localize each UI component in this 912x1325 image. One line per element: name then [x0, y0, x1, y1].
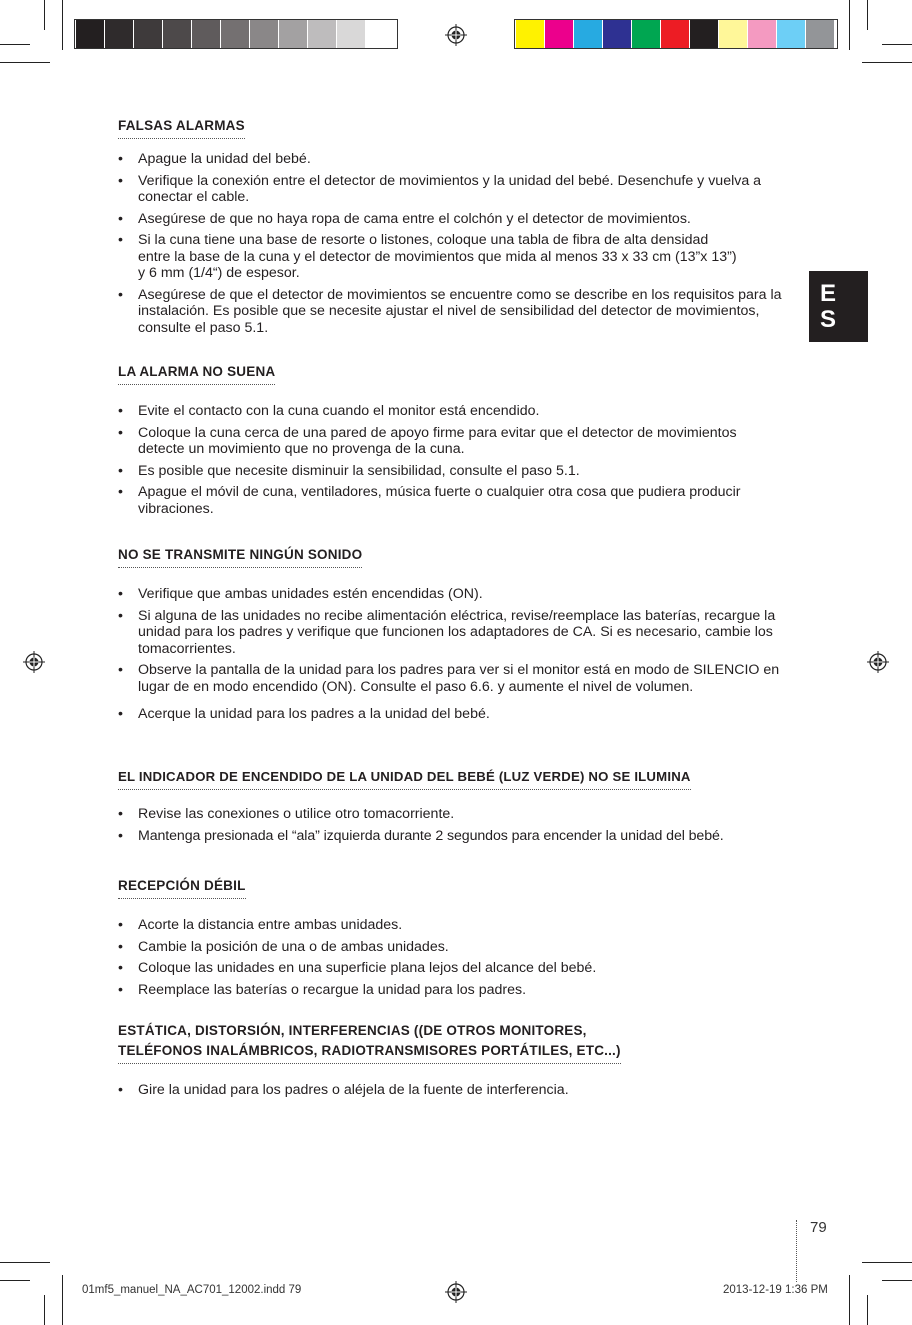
section-heading: LA ALARMA NO SUENA — [118, 364, 276, 379]
crop-mark — [62, 1275, 63, 1325]
gray-swatch — [192, 20, 220, 48]
list-item: • Acorte la distancia entre ambas unidades. — [118, 917, 798, 934]
bullet-list — [118, 586, 798, 723]
list-item: • Evite el contacto con la cuna cuando el monitor está encendido. — [118, 403, 798, 420]
color-swatch — [545, 20, 573, 48]
list-item: • Revise las conexiones o utilice otro tomacorriente. — [118, 806, 798, 823]
gray-swatch — [250, 20, 278, 48]
section-heading-continued: TELÉFONOS INALÁMBRICOS, RADIOTRANSMISORES PORTÁTILES, ETC...) — [118, 1043, 621, 1058]
list-item: • Si la cuna tiene una base de resorte o listones, coloque una tabla de fibra de alta densidad entre la base de la cuna y el detector de movimientos que mida al menos 33 x 33 cm (13”x 13”) y 6 mm (1/4“) de espesor. — [118, 232, 798, 282]
crop-mark — [867, 0, 868, 30]
crop-mark — [849, 0, 850, 50]
gray-swatch — [279, 20, 307, 48]
registration-mark-icon — [445, 1281, 467, 1303]
list-item: • Es posible que necesite disminuir la sensibilidad, consulte el paso 5.1. — [118, 463, 798, 480]
gray-swatch — [221, 20, 249, 48]
color-swatch — [690, 20, 718, 48]
crop-mark — [862, 1262, 912, 1263]
bullet-list — [118, 917, 798, 998]
list-item: • Verifique que ambas unidades estén encendidas (ON). — [118, 586, 798, 603]
list-item: • Mantenga presionada el “ala” izquierda durante 2 segundos para encender la unidad del bebé. — [118, 828, 798, 845]
list-item: • Acerque la unidad para los padres a la unidad del bebé. — [118, 706, 798, 723]
language-tab-letter: E — [820, 280, 838, 307]
gray-swatch — [337, 20, 365, 48]
registration-mark-icon — [867, 651, 889, 673]
heading-underline — [118, 789, 691, 790]
color-swatch — [748, 20, 776, 48]
list-item: • Coloque las unidades en una superficie plana lejos del alcance del bebé. — [118, 960, 798, 977]
list-item: • Asegúrese de que no haya ropa de cama entre el colchón y el detector de movimientos. — [118, 211, 798, 228]
crop-mark — [0, 1280, 30, 1281]
color-swatch — [661, 20, 689, 48]
bullet-list — [118, 1082, 798, 1099]
list-item: • Asegúrese de que el detector de movimientos se encuentre como se describe en los requisitos para la instalación. Es posible que se necesite ajustar el nivel de sensibilidad del detector de movimientos, consulte el paso 5.1. — [118, 287, 798, 337]
heading-underline — [118, 1063, 621, 1064]
crop-mark — [867, 1295, 868, 1325]
color-swatch — [777, 20, 805, 48]
language-tab-letter: S — [820, 306, 838, 333]
list-item: • Verifique la conexión entre el detector de movimientos y la unidad del bebé. Desenchufe y vuelva a conectar el cable. — [118, 173, 798, 206]
color-swatch — [574, 20, 602, 48]
heading-underline — [118, 898, 246, 899]
color-swatch — [632, 20, 660, 48]
crop-mark — [0, 44, 30, 45]
list-item: • Apague el móvil de cuna, ventiladores, música fuerte o cualquier otra cosa que pudiera producir vibraciones. — [118, 484, 798, 517]
heading-underline — [118, 567, 362, 568]
footer-file-name: 01mf5_manuel_NA_AC701_12002.indd 79 — [82, 1284, 302, 1296]
process-color-bar — [514, 19, 838, 49]
crop-mark — [882, 44, 912, 45]
list-item: • Cambie la posición de una o de ambas unidades. — [118, 939, 798, 956]
section-la-alarma-no-suena — [118, 362, 798, 522]
heading-underline — [118, 384, 275, 385]
gray-swatch — [308, 20, 336, 48]
crop-mark — [849, 1275, 850, 1325]
heading-underline — [118, 138, 245, 139]
section-heading: NO SE TRANSMITE NINGÚN SONIDO — [118, 547, 363, 562]
bullet-list — [118, 151, 798, 336]
registration-mark-icon — [23, 651, 45, 673]
section-estatica-interferencias — [118, 1021, 798, 1104]
section-heading: RECEPCIÓN DÉBIL — [118, 878, 246, 893]
bullet-list — [118, 403, 798, 517]
gray-swatch — [105, 20, 133, 48]
section-heading: ESTÁTICA, DISTORSIÓN, INTERFERENCIAS ((DE OTROS MONITORES, — [118, 1023, 587, 1038]
color-swatch — [516, 20, 544, 48]
footer-date: 2013-12-19 1:36 PM — [723, 1284, 828, 1296]
crop-mark — [44, 1295, 45, 1325]
color-swatch — [719, 20, 747, 48]
list-item: • Coloque la cuna cerca de una pared de apoyo firme para evitar que el detector de movimientos detecte un movimiento que no provenga de la cuna. — [118, 425, 798, 458]
page-number-rule — [796, 1220, 797, 1282]
section-falsas-alarmas — [118, 116, 798, 341]
crop-mark — [44, 0, 45, 30]
color-swatch — [603, 20, 631, 48]
section-heading: FALSAS ALARMAS — [118, 118, 245, 133]
gray-swatch — [366, 20, 394, 48]
crop-mark — [0, 1262, 50, 1263]
section-no-se-transmite-sonido — [118, 545, 798, 728]
crop-mark — [882, 1280, 912, 1281]
section-recepcion-debil — [118, 876, 798, 1003]
crop-mark — [862, 62, 912, 63]
list-item: • Reemplace las baterías o recargue la unidad para los padres. — [118, 982, 798, 999]
color-swatch — [806, 20, 834, 48]
bullet-list — [118, 806, 798, 844]
section-heading: EL INDICADOR DE ENCENDIDO DE LA UNIDAD DEL BEBÉ (LUZ VERDE) NO SE ILUMINA — [118, 769, 691, 784]
page-number: 79 — [810, 1219, 827, 1236]
grayscale-color-bar — [74, 19, 398, 49]
gray-swatch — [163, 20, 191, 48]
list-item: • Observe la pantalla de la unidad para los padres para ver si el monitor está en modo de SILENCIO en lugar de en modo encendido (ON). Consulte el paso 6.6. y aumente el nivel de volumen. — [118, 662, 798, 695]
list-item: • Apague la unidad del bebé. — [118, 151, 798, 168]
gray-swatch — [76, 20, 104, 48]
crop-mark — [62, 0, 63, 50]
registration-mark-icon — [445, 24, 467, 46]
section-indicador-encendido — [118, 767, 798, 849]
list-item: • Si alguna de las unidades no recibe alimentación eléctrica, revise/reemplace las baterías, recargue la unidad para los padres y verifique que funcionen los adaptadores de CA. Si es necesario, cambie los tomacorrientes. — [118, 608, 798, 658]
list-item: • Gire la unidad para los padres o aléjela de la fuente de interferencia. — [118, 1082, 798, 1099]
gray-swatch — [134, 20, 162, 48]
crop-mark — [0, 62, 50, 63]
language-tab — [809, 271, 868, 342]
